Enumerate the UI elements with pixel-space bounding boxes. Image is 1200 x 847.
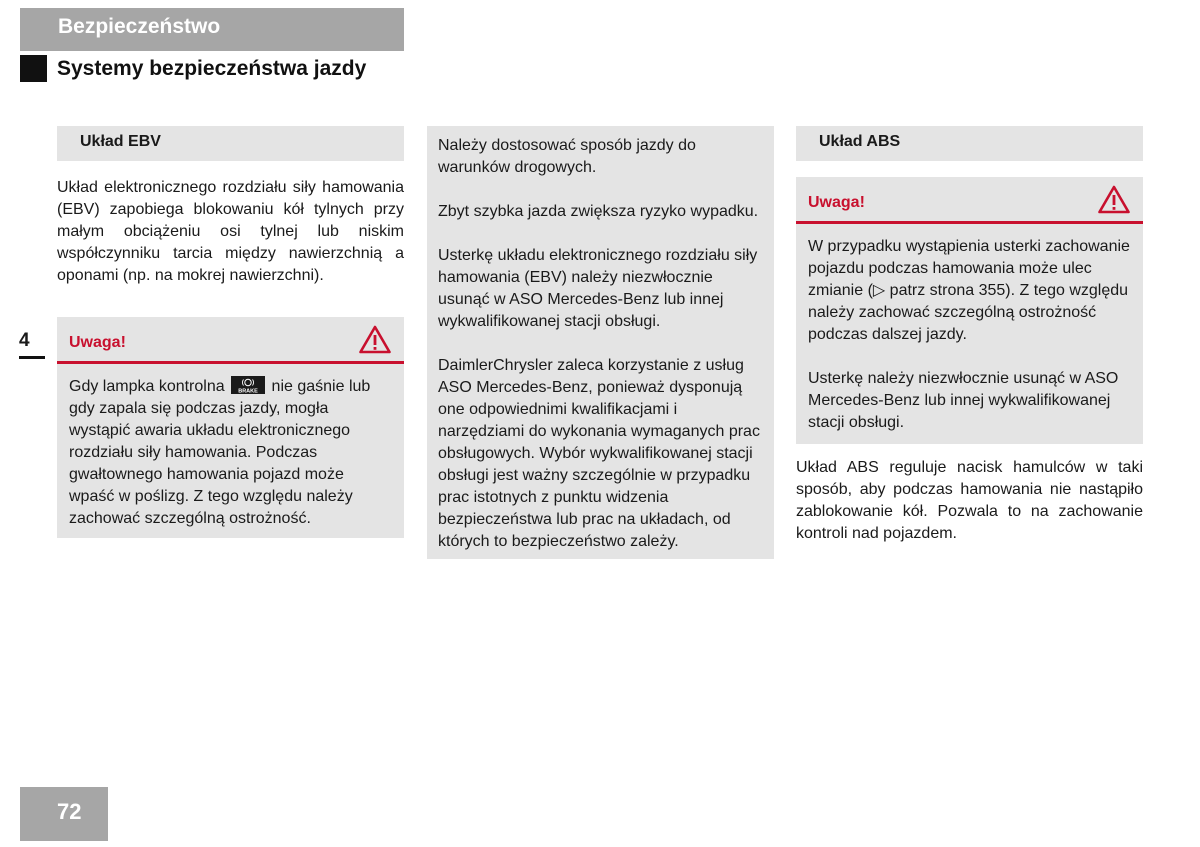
notes-paragraph-2: Zbyt szybka jazda zwiększa ryzyko wypadku.: [438, 203, 759, 220]
warning-body: [57, 364, 404, 538]
warning-header: [796, 177, 1143, 224]
page-number-box: [20, 787, 108, 841]
warning-label: Uwaga!: [69, 334, 126, 351]
notes-paragraph-4: DaimlerChrysler zaleca korzystanie z usług ASO Mercedes-Benz, ponieważ dysponują one odpowiednimi kwalifikacjami i narzędziami do wykonania wymaganych prac obsługowych. Wybór wykwalifikowanej stacji obsługi jest ważny szczególnie w przypadku prac istotnych z punktu widzenia bezpieczeństwa lub prac na układach, od których to bezpieczeństwo zależy.: [438, 357, 760, 550]
abs-paragraph: Układ ABS reguluje nacisk hamulców w taki sposób, aby podczas hamowania nie nastąpiło zablokowanie kół. Pozwala to na zachowanie kontroli nad pojazdem.: [796, 459, 1143, 542]
subhead-ebv: Układ EBV: [57, 126, 404, 161]
page-title: Systemy bezpieczeństwa jazdy: [57, 57, 367, 80]
warning-header: [57, 317, 404, 364]
abs-warning-box: [796, 177, 1143, 444]
abs-warning-paragraph-2: Usterkę należy niezwłocznie usunąć w ASO Mercedes-Benz lub innej wykwalifikowanej stacji obsługi.: [808, 370, 1119, 431]
column-notes: [427, 126, 774, 559]
section-header-bar: [20, 8, 404, 51]
notes-paragraph-1: Należy dostosować sposób jazdy do warunków drogowych.: [438, 137, 696, 176]
page-number: 72: [57, 799, 82, 824]
title-marker: [20, 55, 47, 82]
column-abs: [796, 126, 1143, 545]
ebv-paragraph: Układ elektronicznego rozdziału siły hamowania (EBV) zapobiega blokowaniu kół tylnych przy małym obciążeniu osi tylnej lub niskim współczynniku tarcia między nawierzchnią a oponami (np. na mokrej nawierzchni).: [57, 179, 404, 284]
section-title: Bezpieczeństwo: [58, 15, 221, 38]
ebv-warning-box: [57, 317, 404, 538]
warning-triangle-icon: [358, 324, 392, 355]
page-reference-arrow-icon: ▷: [872, 282, 886, 299]
warning-triangle-icon: [1097, 184, 1131, 215]
abs-warning-text-end: patrz strona 355). Z tego względu należy zachować szczególną ostrożność podczas dalszej jazdy.: [808, 282, 1129, 343]
warning-body: [796, 224, 1143, 444]
warning-text-start: Gdy lampka kontrolna: [69, 378, 225, 395]
warning-label: Uwaga!: [808, 194, 865, 211]
chapter-number: 4: [19, 330, 30, 351]
brake-indicator-icon: [231, 376, 265, 394]
notes-text: [427, 126, 774, 553]
brake-icon-text: BRAKE: [238, 388, 258, 395]
column-ebv: [57, 126, 404, 538]
abs-warning-text-start: W przypadku wystąpienia usterki zachowanie pojazdu podczas hamowania może ulec zmianie (: [808, 238, 1130, 299]
chapter-underline: [19, 356, 45, 359]
subhead-abs: Układ ABS: [796, 126, 1143, 161]
notes-paragraph-3: Usterkę układu elektronicznego rozdziału siły hamowania (EBV) należy niezwłocznie usunąć w ASO Mercedes-Benz lub innej wykwalifikowanej stacji obsługi.: [438, 247, 758, 330]
abs-warning-paragraph-1: [808, 236, 1131, 346]
warning-text-end: nie gaśnie lub gdy zapala się podczas jazdy, mogła wystąpić awaria układu elektronicznego rozdziału siły hamowania. Podczas gwałtownego hamowania pojazd może wpaść w poślizg. Z tego względu należy zachować szczególną ostrożność.: [69, 378, 371, 527]
